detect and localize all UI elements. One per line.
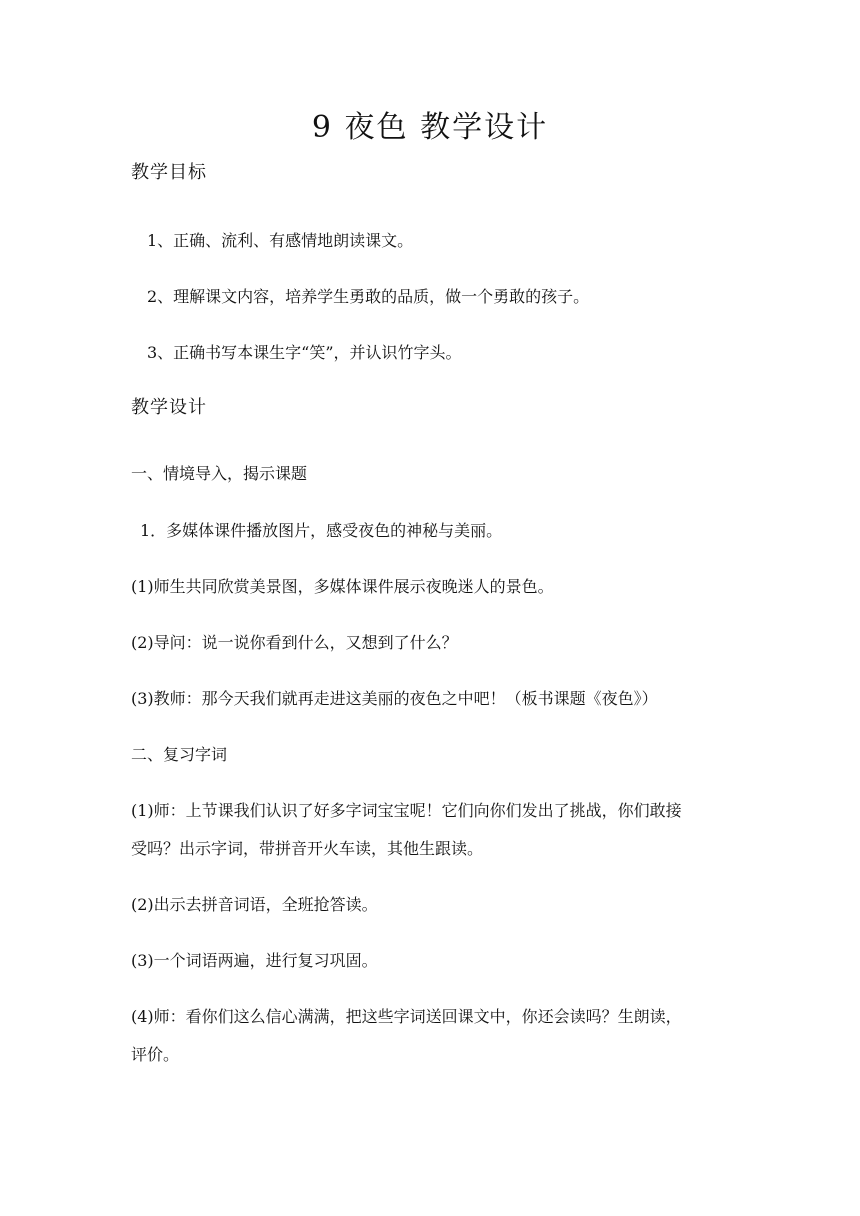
document-title: 9 夜色 教学设计 [311,110,549,145]
goal-item-1: 1、正确、流利、有感情地朗读课文。 [147,231,414,250]
section-2-item-4-line-1: (4)师：看你们这么信心满满，把这些字词送回课文中，你还会读吗？生朗读， [131,1007,682,1026]
goals-heading: 教学目标 [131,162,207,183]
section-2-item-2: (2)出示去拼音词语，全班抢答读。 [131,895,378,914]
section-1-item-2: (2)导问：说一说你看到什么，又想到了什么？ [131,633,458,652]
section-2-item-4-line-2: 评价。 [131,1045,180,1064]
section-2-item-1-line-1: (1)师：上节课我们认识了好多字词宝宝呢！它们向你们发出了挑战，你们敢接 [131,801,682,820]
section-2-item-3: (3)一个词语两遍，进行复习巩固。 [131,951,378,970]
section-2-item-1-line-2: 受吗？出示字词，带拼音开火车读，其他生跟读。 [131,839,484,858]
design-heading: 教学设计 [131,397,207,418]
section-1-item-3: (3)教师：那今天我们就再走进这美丽的夜色之中吧！（板书课题《夜色》） [131,689,658,708]
section-1-item-1: (1)师生共同欣赏美景图，多媒体课件展示夜晚迷人的景色。 [131,577,554,596]
section-1-title: 一、情境导入，揭示课题 [131,464,308,483]
section-2-title: 二、复习字词 [131,745,228,764]
section-1-step: 1．多媒体课件播放图片，感受夜色的神秘与美丽。 [140,521,503,540]
goal-item-2: 2、理解课文内容，培养学生勇敢的品质，做一个勇敢的孩子。 [147,287,590,306]
goal-item-3: 3、正确书写本课生字“笑”，并认识竹字头。 [147,343,462,362]
